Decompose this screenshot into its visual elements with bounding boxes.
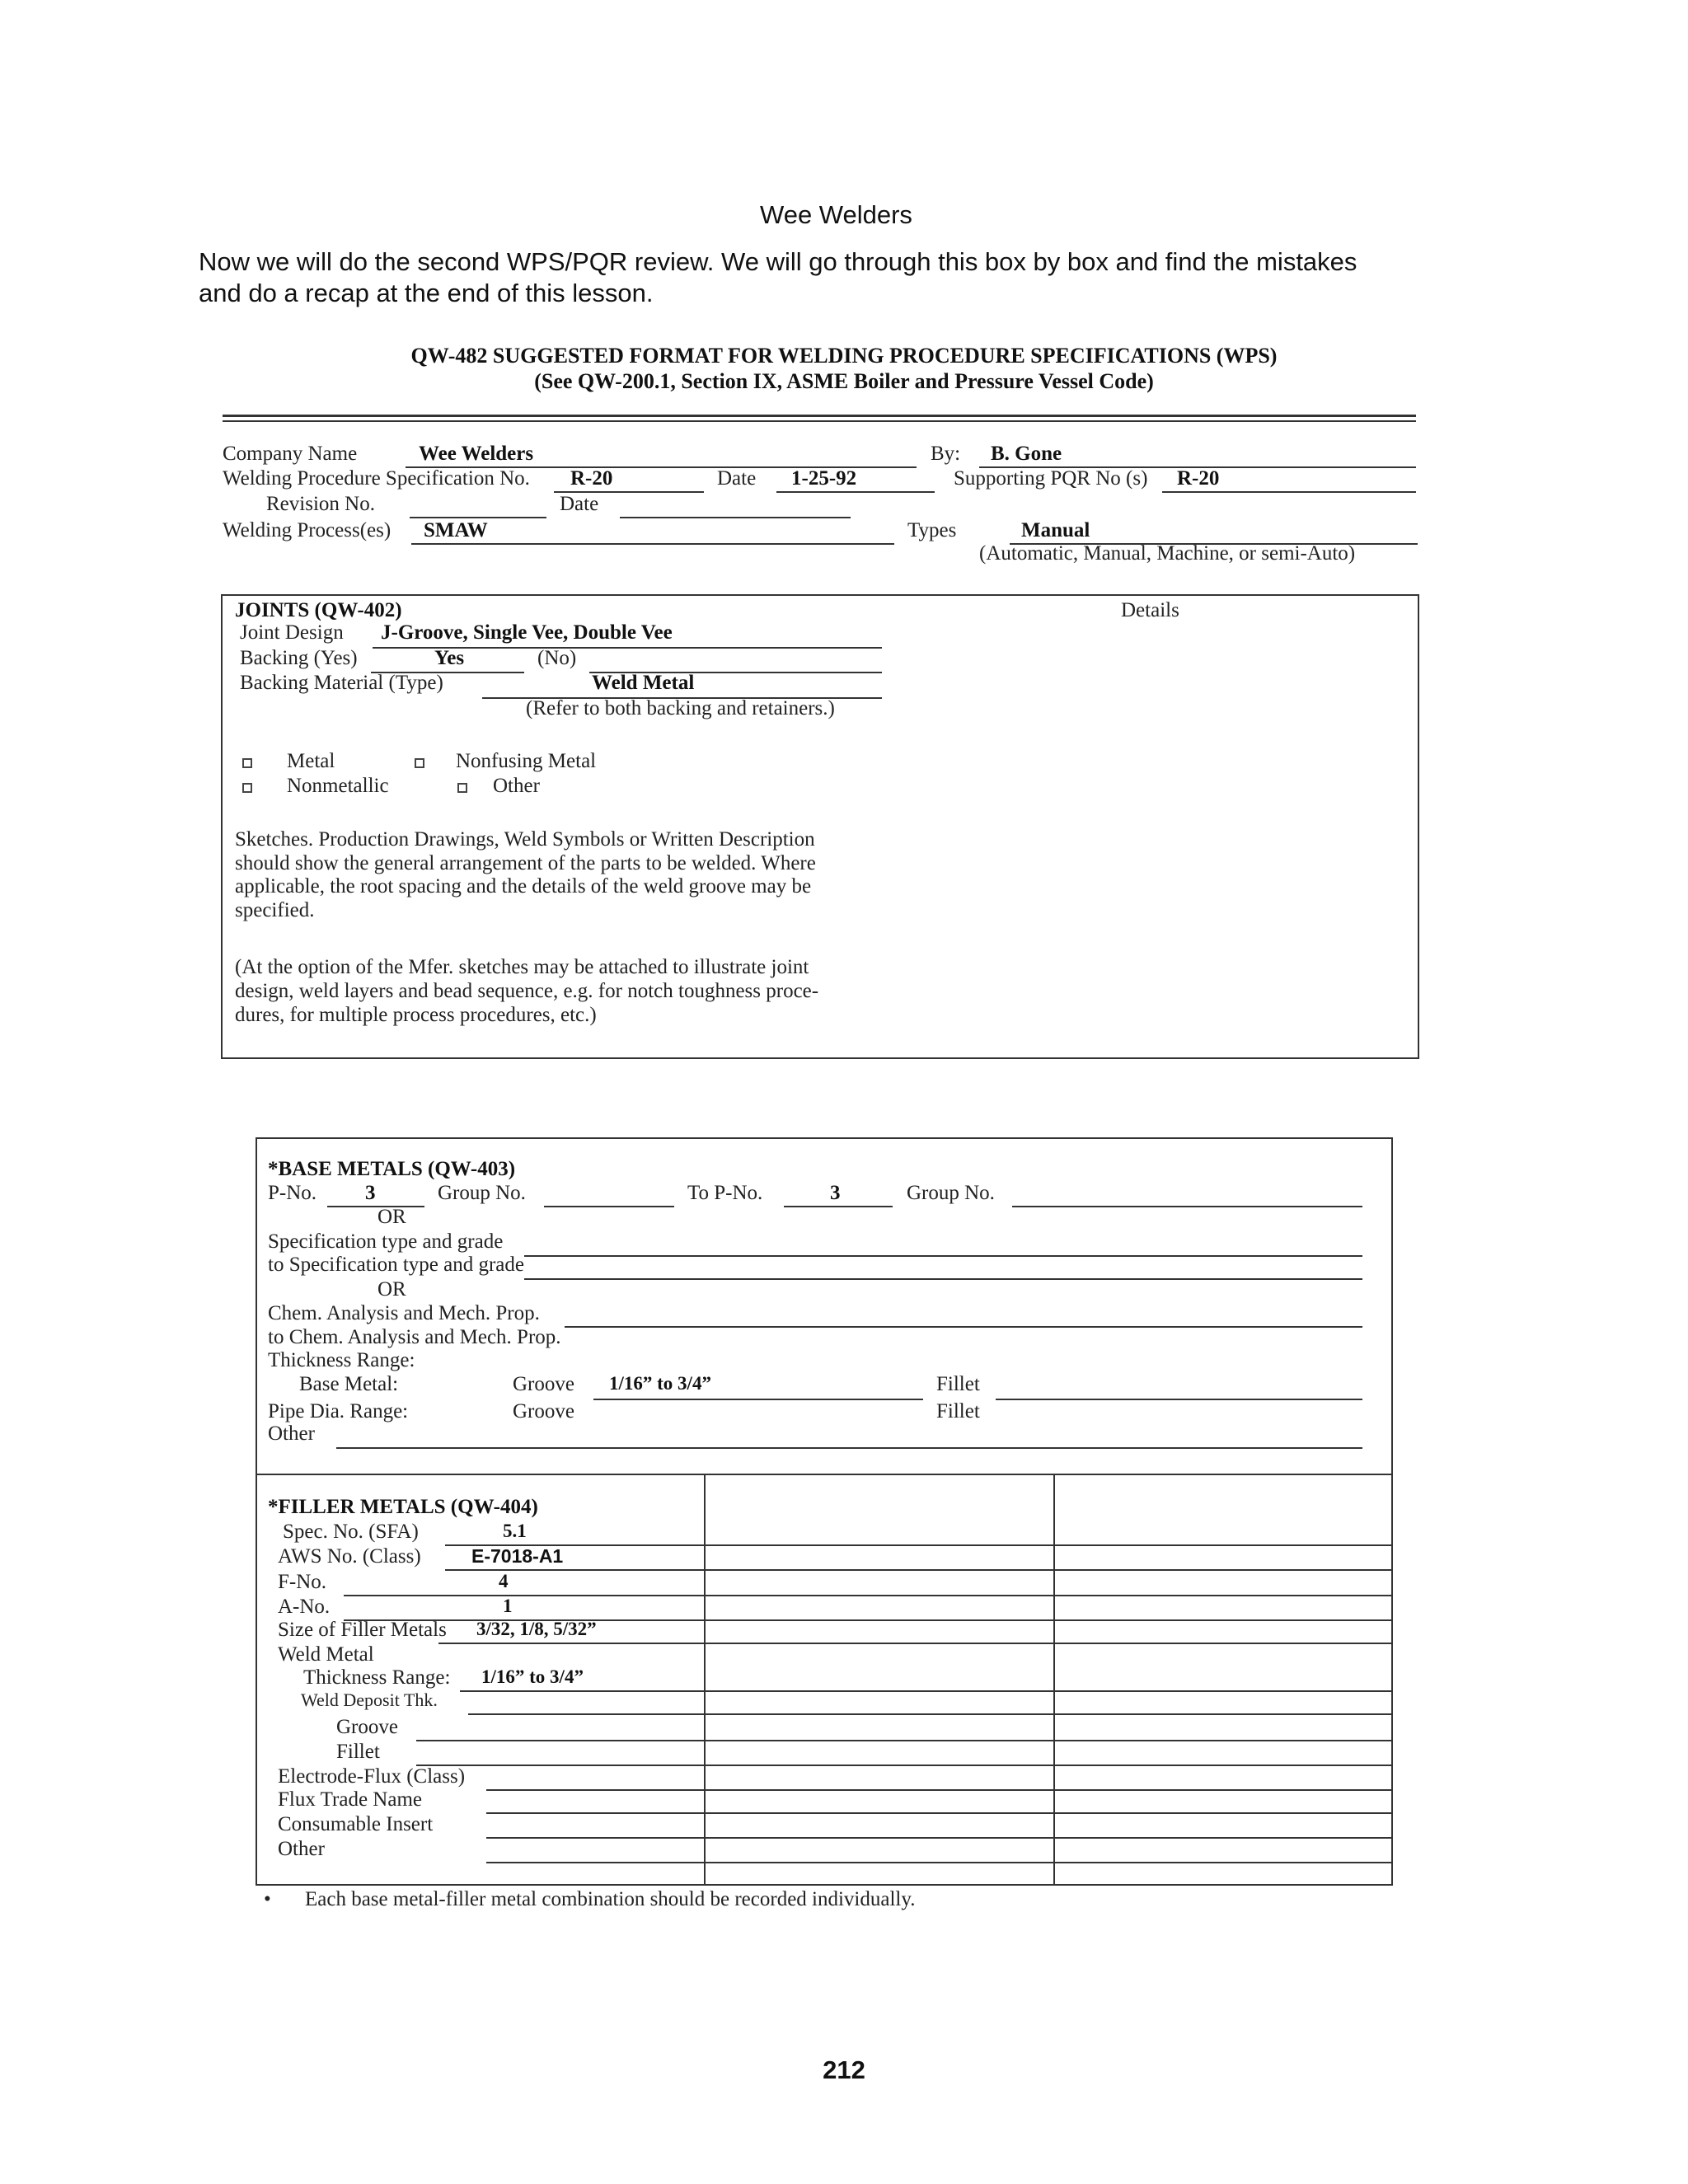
to-group-label: Group No. — [907, 1182, 995, 1204]
filler-row-label: Spec. No. (SFA) — [283, 1521, 419, 1543]
groove-label: Groove — [513, 1373, 574, 1395]
pno-label: P-No. — [268, 1182, 317, 1204]
sketch-paragraph-line: specified. — [235, 899, 315, 921]
filler-row-label: Electrode-Flux (Class) — [278, 1765, 466, 1788]
other-checkbox-label: Other — [493, 775, 540, 797]
filler-row-line[interactable] — [445, 1569, 1393, 1571]
filler-row-label: Flux Trade Name — [278, 1788, 422, 1811]
date-line — [776, 491, 935, 493]
metal-checkbox[interactable] — [242, 758, 252, 768]
to-pno-line — [784, 1206, 893, 1207]
types-note: (Automatic, Manual, Machine, or semi-Auto) — [979, 542, 1356, 565]
pqr-label: Supporting PQR No (s) — [954, 467, 1148, 490]
filler-row-value[interactable]: 3/32, 1/8, 5/32” — [476, 1619, 597, 1639]
by-value[interactable]: B. Gone — [991, 443, 1062, 465]
filler-row-label: F-No. — [278, 1571, 327, 1593]
page-number: 212 — [823, 2055, 865, 2084]
base-metals-heading: *BASE METALS (QW-403) — [268, 1158, 516, 1180]
footnote-bullet: • — [264, 1888, 271, 1910]
types-label: Types — [907, 519, 957, 541]
company-name-label: Company Name — [223, 443, 358, 465]
thickness-range-label: Thickness Range: — [268, 1349, 415, 1371]
to-group-line[interactable] — [1012, 1206, 1362, 1207]
fillet-label: Fillet — [936, 1373, 980, 1395]
metal-checkbox-label: Metal — [287, 750, 335, 772]
nonfusing-metal-checkbox[interactable] — [415, 758, 424, 768]
or-label: OR — [377, 1278, 406, 1301]
process-label: Welding Process(es) — [223, 519, 392, 541]
other-checkbox[interactable] — [457, 783, 467, 793]
to-spec-label: to Specification type and grade — [268, 1254, 524, 1276]
intro-line-1: Now we will do the second WPS/PQR review. We will go through this box by box and find the mistakes — [199, 247, 1357, 276]
base-metal-label: Base Metal: — [299, 1373, 399, 1395]
form-title: QW-482 SUGGESTED FORMAT FOR WELDING PROCEDURE SPECIFICATIONS (WPS) — [410, 344, 1278, 368]
filler-row-line[interactable] — [416, 1765, 1393, 1766]
filler-row-line[interactable] — [486, 1837, 1393, 1839]
revision-line[interactable] — [410, 517, 546, 518]
nonmetallic-checkbox[interactable] — [242, 783, 252, 793]
filler-row-value[interactable]: 4 — [499, 1571, 509, 1591]
revision-date-label: Date — [560, 493, 599, 515]
option-paragraph-line: (At the option of the Mfer. sketches may be attached to illustrate joint — [235, 956, 809, 978]
pipe-groove-label: Groove — [513, 1400, 574, 1422]
form-subtitle: (See QW-200.1, Section IX, ASME Boiler and Pressure Vessel Code) — [534, 369, 1154, 393]
pqr-line — [1162, 491, 1416, 493]
filler-row-line[interactable] — [438, 1643, 1393, 1644]
filler-row-label: Other — [278, 1838, 325, 1860]
option-paragraph-line: dures, for multiple process procedures, etc.) — [235, 1004, 597, 1026]
filler-row-line[interactable] — [416, 1740, 1393, 1741]
backing-no-label: (No) — [537, 647, 577, 669]
filler-row-line[interactable] — [468, 1713, 1393, 1715]
pqr-value[interactable]: R-20 — [1177, 467, 1220, 490]
pno-line — [327, 1206, 424, 1207]
pno-value[interactable]: 3 — [365, 1182, 376, 1204]
to-spec-line[interactable] — [524, 1278, 1362, 1280]
option-paragraph-line: design, weld layers and bead sequence, e.g. for notch toughness proce- — [235, 980, 819, 1002]
page-heading: Wee Welders — [760, 200, 912, 229]
groove-line — [593, 1399, 923, 1400]
wps-no-label: Welding Procedure Specification No. — [223, 467, 530, 490]
filler-row-line[interactable] — [445, 1544, 1393, 1546]
filler-row-label: A-No. — [278, 1596, 331, 1618]
nonfusing-metal-checkbox-label: Nonfusing Metal — [456, 750, 597, 772]
fillet-line[interactable] — [996, 1399, 1362, 1400]
wps-no-value[interactable]: R-20 — [570, 467, 613, 490]
process-value[interactable]: SMAW — [424, 519, 488, 541]
group-label: Group No. — [438, 1182, 526, 1204]
details-label: Details — [1121, 599, 1179, 621]
filler-row-line[interactable] — [486, 1812, 1393, 1814]
process-line — [411, 543, 894, 545]
filler-row-line[interactable] — [460, 1690, 1393, 1692]
backing-yes-label: Backing (Yes) — [240, 647, 358, 669]
date-value[interactable]: 1-25-92 — [791, 467, 857, 490]
filler-column-divider — [1053, 1474, 1055, 1886]
filler-row-line[interactable] — [344, 1595, 1393, 1596]
sketch-paragraph-line: applicable, the root spacing and the details of the weld groove may be — [235, 875, 812, 898]
joint-design-label: Joint Design — [240, 621, 344, 644]
filler-row-label: Size of Filler Metals — [278, 1619, 447, 1641]
section-divider — [256, 1474, 1393, 1475]
filler-row-label: Groove — [336, 1716, 398, 1738]
filler-row-label: Thickness Range: — [303, 1666, 451, 1689]
revision-label: Revision No. — [266, 493, 375, 515]
filler-row-label: Consumable Insert — [278, 1813, 434, 1835]
date-label: Date — [717, 467, 757, 490]
base-other-line[interactable] — [336, 1447, 1362, 1449]
sketch-paragraph-line: Sketches. Production Drawings, Weld Symbols or Written Description — [235, 828, 815, 851]
intro-line-2: and do a recap at the end of this lesson. — [199, 279, 654, 307]
revision-date-line[interactable] — [620, 517, 851, 518]
filler-row-label: AWS No. (Class) — [278, 1545, 421, 1568]
company-name-value[interactable]: Wee Welders — [419, 443, 534, 465]
title-rule-bottom — [223, 420, 1416, 422]
pipe-dia-label: Pipe Dia. Range: — [268, 1400, 409, 1422]
group-line[interactable] — [544, 1206, 674, 1207]
base-other-label: Other — [268, 1422, 315, 1445]
filler-row-line[interactable] — [486, 1789, 1393, 1791]
backing-material-label: Backing Material (Type) — [240, 672, 443, 694]
nonmetallic-checkbox-label: Nonmetallic — [287, 775, 389, 797]
filler-row-label: Weld Deposit Thk. — [301, 1690, 438, 1710]
spec-label: Specification type and grade — [268, 1230, 504, 1253]
footnote: Each base metal-filler metal combination should be recorded individually. — [305, 1888, 916, 1910]
filler-row-value[interactable]: 1 — [503, 1596, 513, 1616]
filler-row-label: Weld Metal — [278, 1643, 374, 1666]
to-chem-label: to Chem. Analysis and Mech. Prop. — [268, 1326, 561, 1348]
filler-row-line[interactable] — [486, 1862, 1393, 1863]
filler-row-value[interactable]: 1/16” to 3/4” — [481, 1666, 584, 1687]
pipe-fillet-label: Fillet — [936, 1400, 980, 1422]
to-pno-value[interactable]: 3 — [830, 1182, 841, 1204]
backing-material-value[interactable]: Weld Metal — [592, 672, 695, 694]
spec-line[interactable] — [524, 1255, 1362, 1257]
groove-value[interactable]: 1/16” to 3/4” — [609, 1373, 711, 1394]
types-value[interactable]: Manual — [1021, 519, 1090, 541]
title-rule-top — [223, 415, 1416, 417]
sketch-paragraph-line: should show the general arrangement of the parts to be welded. Where — [235, 852, 816, 874]
chem-line[interactable] — [565, 1326, 1362, 1328]
chem-label: Chem. Analysis and Mech. Prop. — [268, 1302, 540, 1324]
filler-row-value[interactable]: E-7018-A1 — [471, 1545, 564, 1567]
or-label: OR — [377, 1206, 406, 1228]
filler-metals-heading: *FILLER METALS (QW-404) — [268, 1496, 538, 1518]
filler-row-value[interactable]: 5.1 — [503, 1521, 527, 1541]
joints-heading: JOINTS (QW-402) — [235, 599, 402, 621]
joint-design-value[interactable]: J-Groove, Single Vee, Double Vee — [381, 621, 673, 644]
backing-yes-value[interactable]: Yes — [434, 647, 465, 669]
filler-row-label: Fillet — [336, 1741, 380, 1763]
filler-column-divider — [704, 1474, 706, 1886]
refer-note: (Refer to both backing and retainers.) — [526, 697, 835, 719]
to-pno-label: To P-No. — [687, 1182, 763, 1204]
by-label: By: — [931, 443, 961, 465]
